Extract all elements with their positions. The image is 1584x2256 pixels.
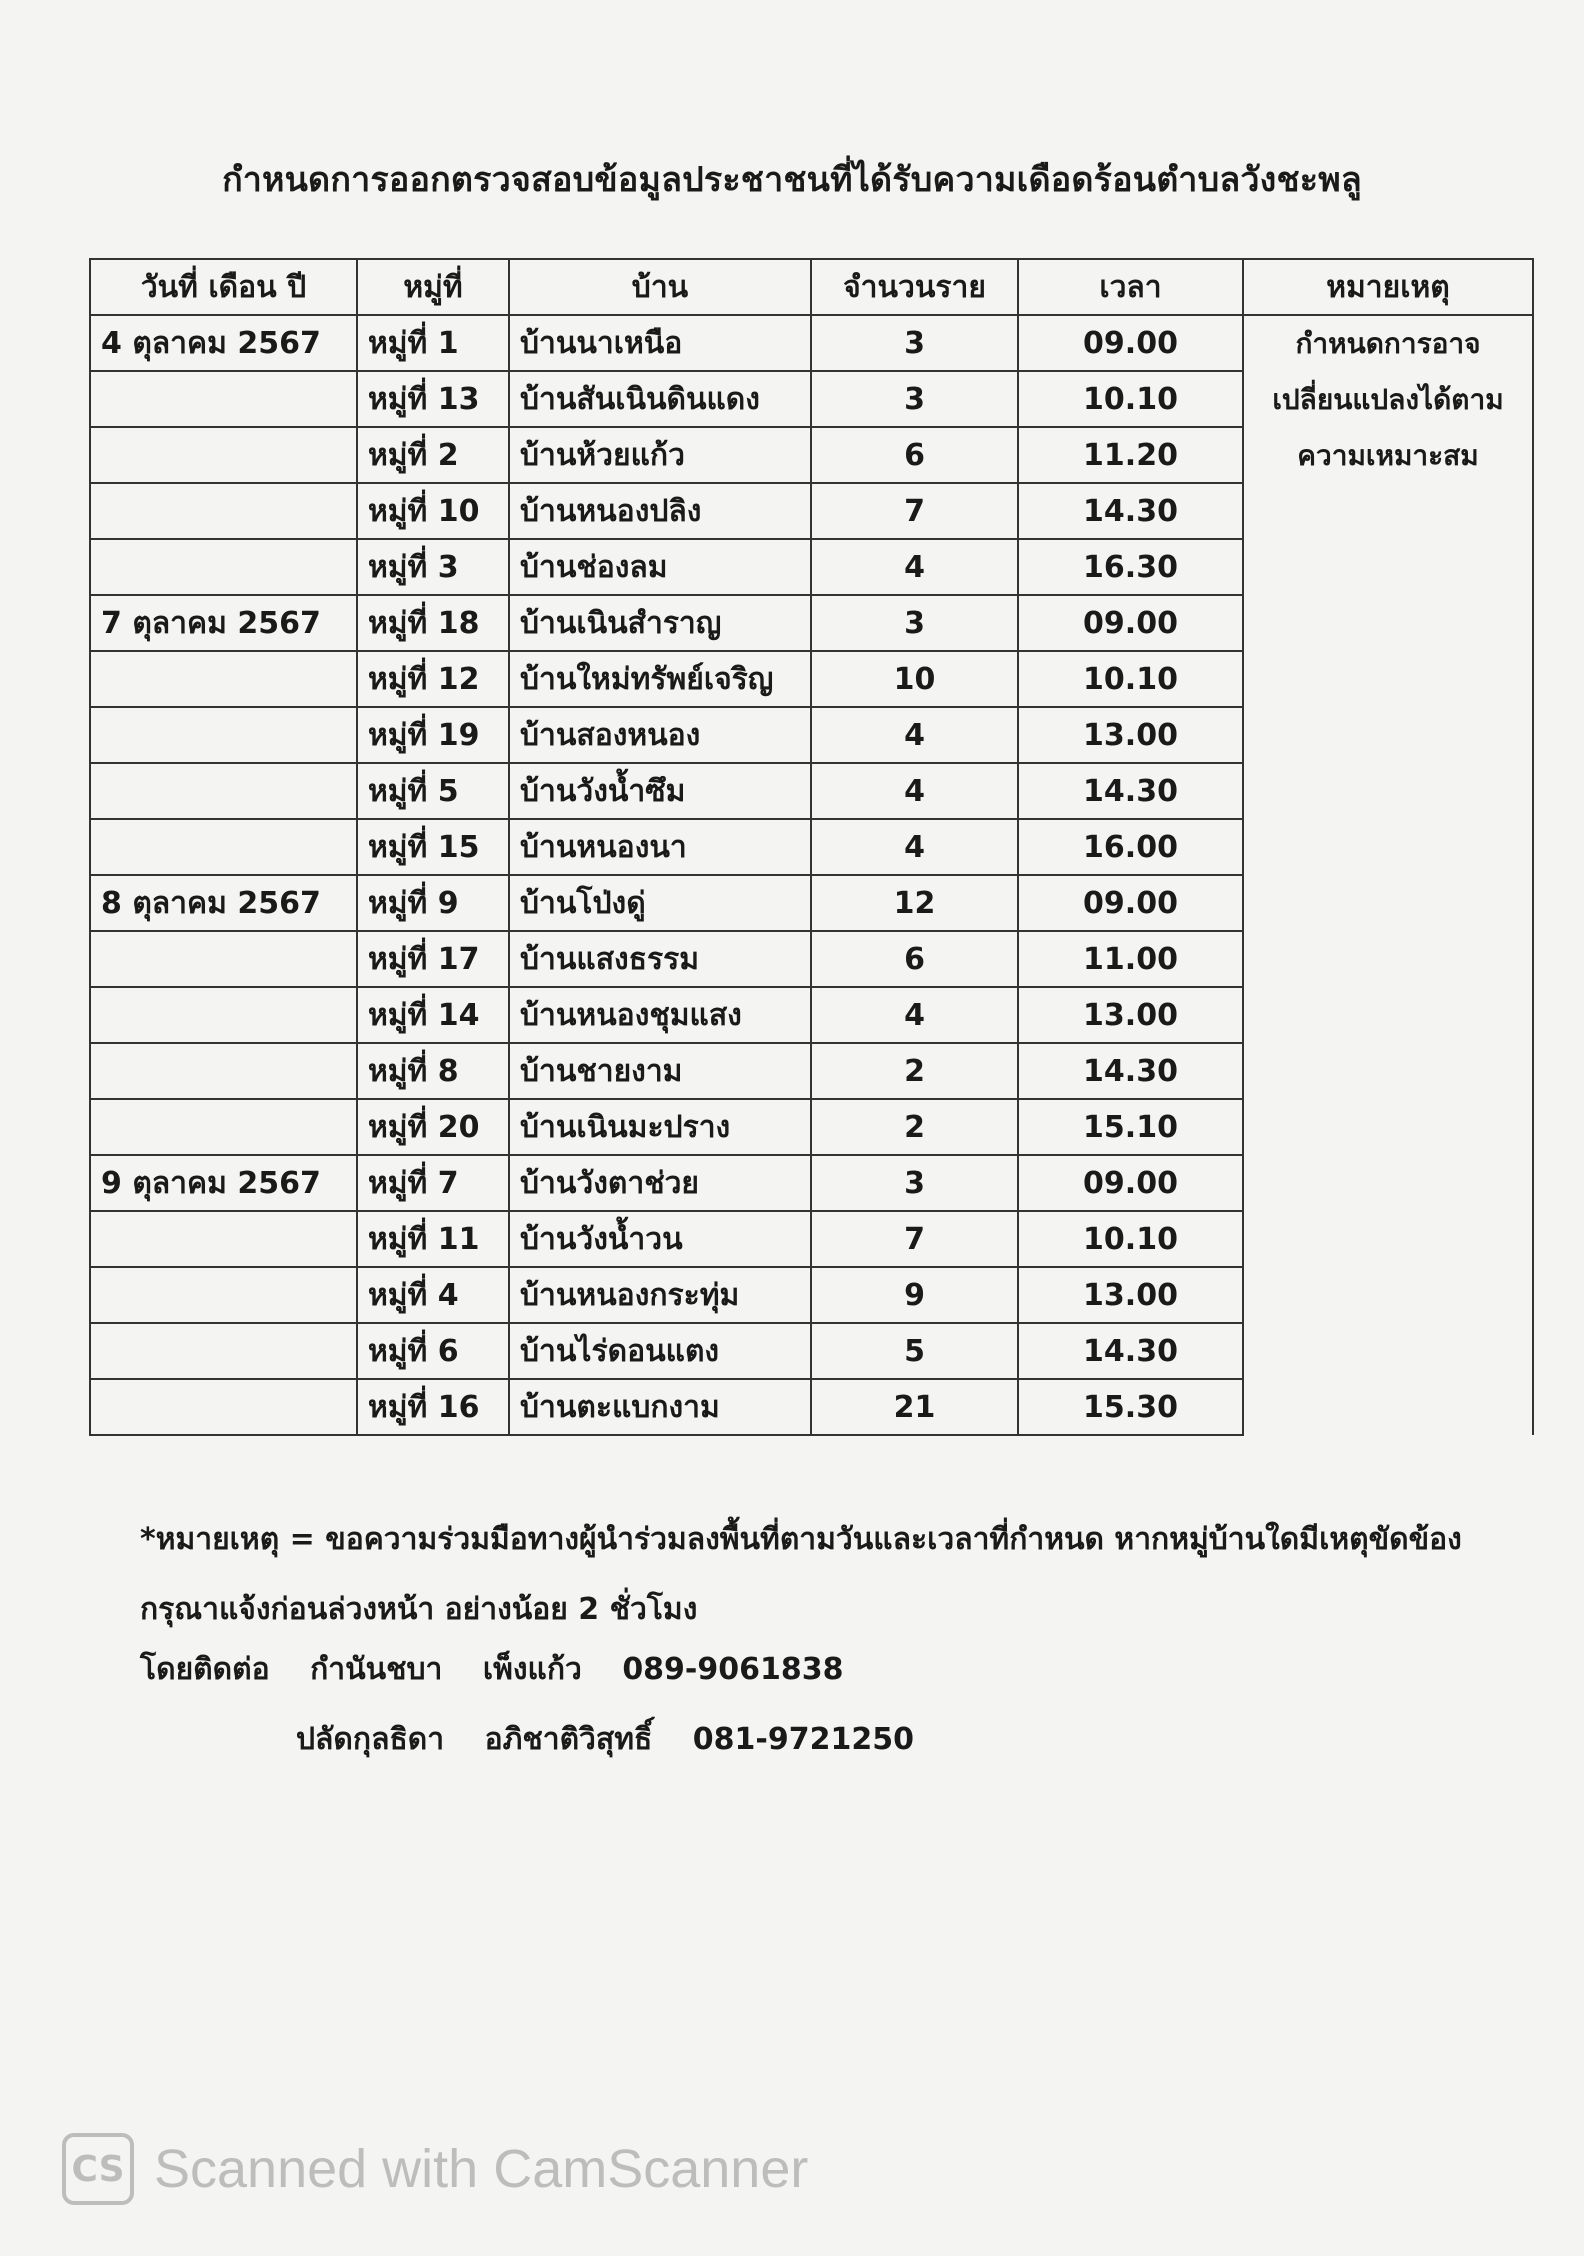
- cell-village: บ้านหนองปลิง: [509, 483, 811, 539]
- cell-moo: หมู่ที่ 2: [357, 427, 509, 483]
- cell-date: [90, 371, 357, 427]
- cell-time: 16.00: [1018, 819, 1243, 875]
- cell-village: บ้านไร่ดอนแตง: [509, 1323, 811, 1379]
- cell-time: 14.30: [1018, 1323, 1243, 1379]
- cell-moo: หมู่ที่ 20: [357, 1099, 509, 1155]
- remark-line: ความเหมาะสม: [1297, 439, 1479, 472]
- cell-date: [90, 763, 357, 819]
- cell-count: 21: [811, 1379, 1018, 1435]
- header-remark: หมายเหตุ: [1243, 259, 1533, 315]
- table-body: [90, 315, 1533, 1435]
- cell-moo: หมู่ที่ 10: [357, 483, 509, 539]
- cell-date: 4 ตุลาคม 2567: [90, 315, 357, 371]
- cell-count: 7: [811, 1211, 1018, 1267]
- cell-remark: [1243, 315, 1533, 1435]
- cell-moo: หมู่ที่ 19: [357, 707, 509, 763]
- cell-date: [90, 819, 357, 875]
- cell-date: 9 ตุลาคม 2567: [90, 1155, 357, 1211]
- cell-date: [90, 483, 357, 539]
- cell-time: 14.30: [1018, 483, 1243, 539]
- cell-time: 13.00: [1018, 987, 1243, 1043]
- header-date: วันที่ เดือน ปี: [90, 259, 357, 315]
- cell-moo: หมู่ที่ 14: [357, 987, 509, 1043]
- contact-2-name: ปลัดกุลธิดา: [296, 1722, 445, 1757]
- cell-date: [90, 1099, 357, 1155]
- cell-date: 8 ตุลาคม 2567: [90, 875, 357, 931]
- cell-date: [90, 539, 357, 595]
- header-moo: หมู่ที่: [357, 259, 509, 315]
- contact-line-1: [140, 1646, 874, 1693]
- cell-village: บ้านวังตาช่วย: [509, 1155, 811, 1211]
- cell-moo: หมู่ที่ 15: [357, 819, 509, 875]
- cell-count: 2: [811, 1099, 1018, 1155]
- header-time: เวลา: [1018, 259, 1243, 315]
- watermark-text: Scanned with CamScanner: [154, 2139, 809, 2199]
- cell-time: 16.30: [1018, 539, 1243, 595]
- cell-date: [90, 427, 357, 483]
- cell-village: บ้านช่องลม: [509, 539, 811, 595]
- cell-village: บ้านสองหนอง: [509, 707, 811, 763]
- remark-line: เปลี่ยนแปลงได้ตาม: [1272, 383, 1504, 416]
- contact-2-phone: 081-9721250: [692, 1722, 914, 1757]
- cell-moo: หมู่ที่ 3: [357, 539, 509, 595]
- cell-moo: หมู่ที่ 11: [357, 1211, 509, 1267]
- cell-village: บ้านหนองกระทุ่ม: [509, 1267, 811, 1323]
- table-row: [90, 315, 1533, 371]
- cell-count: 3: [811, 315, 1018, 371]
- cell-village: บ้านแสงธรรม: [509, 931, 811, 987]
- cell-count: 4: [811, 987, 1018, 1043]
- cell-count: 9: [811, 1267, 1018, 1323]
- cell-count: 3: [811, 1155, 1018, 1211]
- cell-village: บ้านหนองชุมแสง: [509, 987, 811, 1043]
- cell-time: 09.00: [1018, 595, 1243, 651]
- cell-date: [90, 651, 357, 707]
- cell-time: 09.00: [1018, 315, 1243, 371]
- cell-moo: หมู่ที่ 6: [357, 1323, 509, 1379]
- cell-time: 14.30: [1018, 1043, 1243, 1099]
- cell-date: [90, 1379, 357, 1435]
- cell-moo: หมู่ที่ 8: [357, 1043, 509, 1099]
- cell-time: 15.10: [1018, 1099, 1243, 1155]
- cell-village: บ้านสันเนินดินแดง: [509, 371, 811, 427]
- cell-time: 11.20: [1018, 427, 1243, 483]
- cell-date: [90, 707, 357, 763]
- cell-count: 4: [811, 819, 1018, 875]
- cell-date: [90, 1267, 357, 1323]
- cell-count: 12: [811, 875, 1018, 931]
- cell-village: บ้านนาเหนือ: [509, 315, 811, 371]
- table-header-row: [90, 259, 1533, 315]
- cell-moo: หมู่ที่ 4: [357, 1267, 509, 1323]
- cell-village: บ้านใหม่ทรัพย์เจริญ: [509, 651, 811, 707]
- cell-count: 4: [811, 539, 1018, 595]
- contact-label: โดยติดต่อ: [140, 1652, 270, 1687]
- cell-date: 7 ตุลาคม 2567: [90, 595, 357, 651]
- cell-village: บ้านเนินมะปราง: [509, 1099, 811, 1155]
- cell-moo: หมู่ที่ 7: [357, 1155, 509, 1211]
- cell-count: 5: [811, 1323, 1018, 1379]
- cell-count: 7: [811, 483, 1018, 539]
- cell-count: 3: [811, 371, 1018, 427]
- cell-date: [90, 1043, 357, 1099]
- cell-time: 13.00: [1018, 1267, 1243, 1323]
- cell-village: บ้านวังน้ำซึม: [509, 763, 811, 819]
- cell-count: 10: [811, 651, 1018, 707]
- cell-time: 13.00: [1018, 707, 1243, 763]
- cell-time: 09.00: [1018, 1155, 1243, 1211]
- contact-1-phone: 089-9061838: [622, 1652, 844, 1687]
- cell-time: 14.30: [1018, 763, 1243, 819]
- cell-count: 6: [811, 931, 1018, 987]
- cell-village: บ้านชายงาม: [509, 1043, 811, 1099]
- contact-1-surname: เพ็งแก้ว: [482, 1652, 582, 1687]
- cell-date: [90, 931, 357, 987]
- schedule-table: [89, 258, 1534, 1436]
- cell-date: [90, 1323, 357, 1379]
- camscanner-logo-icon: CS: [62, 2133, 134, 2205]
- cell-village: บ้านเนินสำราญ: [509, 595, 811, 651]
- cell-moo: หมู่ที่ 16: [357, 1379, 509, 1435]
- cell-date: [90, 1211, 357, 1267]
- cell-moo: หมู่ที่ 9: [357, 875, 509, 931]
- cell-village: บ้านห้วยแก้ว: [509, 427, 811, 483]
- cell-count: 2: [811, 1043, 1018, 1099]
- cell-village: บ้านวังน้ำวน: [509, 1211, 811, 1267]
- cell-moo: หมู่ที่ 17: [357, 931, 509, 987]
- cell-count: 4: [811, 707, 1018, 763]
- cell-moo: หมู่ที่ 18: [357, 595, 509, 651]
- contact-1-name: กำนันชบา: [310, 1652, 443, 1687]
- cell-moo: หมู่ที่ 12: [357, 651, 509, 707]
- cell-village: บ้านหนองนา: [509, 819, 811, 875]
- cell-moo: หมู่ที่ 5: [357, 763, 509, 819]
- cell-count: 3: [811, 595, 1018, 651]
- cell-village: บ้านตะแบกงาม: [509, 1379, 811, 1435]
- cell-count: 4: [811, 763, 1018, 819]
- cell-time: 15.30: [1018, 1379, 1243, 1435]
- cell-time: 10.10: [1018, 651, 1243, 707]
- document-title: กำหนดการออกตรวจสอบข้อมูลประชาชนที่ได้รับความเดือดร้อนตำบลวังชะพลู: [222, 160, 1362, 200]
- cell-time: 11.00: [1018, 931, 1243, 987]
- camscanner-watermark: [62, 2131, 808, 2207]
- cell-time: 09.00: [1018, 875, 1243, 931]
- cell-date: [90, 987, 357, 1043]
- remark-line: กำหนดการอาจ: [1295, 327, 1481, 360]
- cell-village: บ้านโป่งดู่: [509, 875, 811, 931]
- cell-count: 6: [811, 427, 1018, 483]
- cell-moo: หมู่ที่ 13: [357, 371, 509, 427]
- header-count: จำนวนราย: [811, 259, 1018, 315]
- cell-time: 10.10: [1018, 371, 1243, 427]
- contact-2-surname: อภิชาติวิสุทธิ์: [484, 1722, 653, 1757]
- footnote: *หมายเหตุ = ขอความร่วมมือทางผู้นำร่วมลงพื้นที่ตามวันและเวลาที่กำหนด หากหมู่บ้านใดมีเหตุขัดข้องกรุณาแจ้งก่อนล่วงหน้า อย่างน้อย 2 ชั่วโมง: [140, 1522, 1462, 1627]
- header-village: บ้าน: [509, 259, 811, 315]
- contact-line-2: [296, 1716, 944, 1763]
- cell-moo: หมู่ที่ 1: [357, 315, 509, 371]
- cell-time: 10.10: [1018, 1211, 1243, 1267]
